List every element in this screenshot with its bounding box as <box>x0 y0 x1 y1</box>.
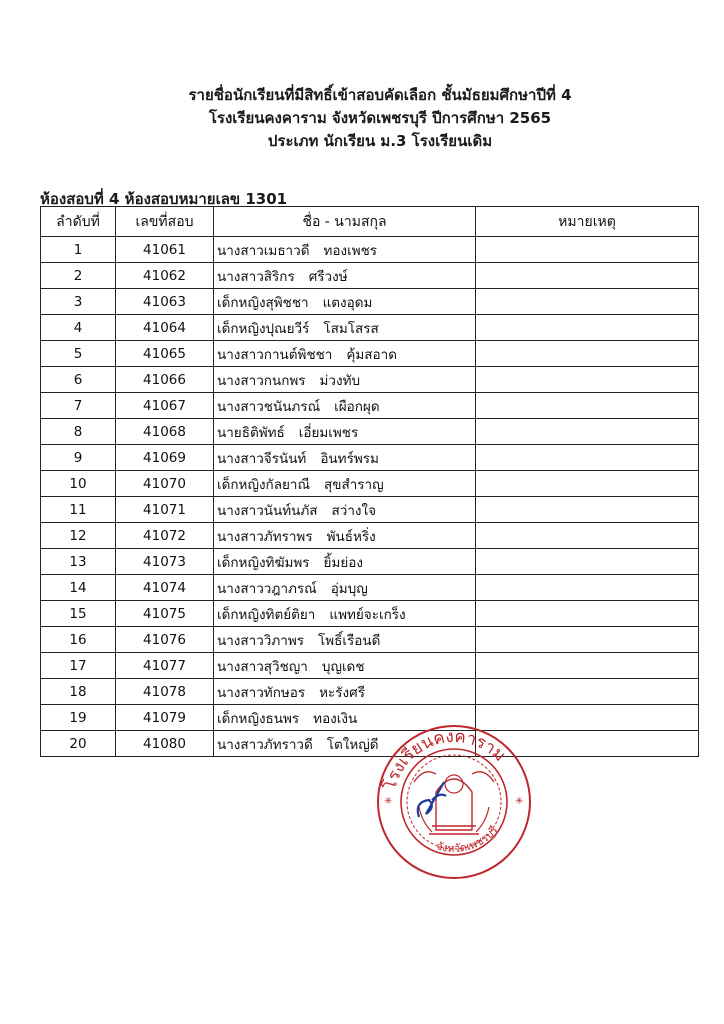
row-no: 3 <box>41 289 116 315</box>
row-no: 5 <box>41 341 116 367</box>
last-name: แตงอุดม <box>322 294 373 311</box>
school-seal-stamp <box>374 722 534 882</box>
row-note <box>476 653 699 679</box>
last-name: บุญเดช <box>321 658 365 675</box>
last-name: อุ่มบุญ <box>330 580 368 597</box>
table-row <box>41 341 699 367</box>
last-name: โสมโสรส <box>323 320 379 337</box>
table-row <box>41 471 699 497</box>
table-row <box>41 263 699 289</box>
first-name: นางสาวนันท์นภัส <box>217 502 318 519</box>
row-exam-id: 41077 <box>116 653 214 679</box>
row-note <box>476 367 699 393</box>
row-no: 17 <box>41 653 116 679</box>
table-row <box>41 419 699 445</box>
row-no: 4 <box>41 315 116 341</box>
stamp-top-text: โรงเรียนคงคาราม <box>380 726 510 793</box>
row-name <box>214 601 476 627</box>
table-row <box>41 523 699 549</box>
table-row <box>41 237 699 263</box>
row-no: 15 <box>41 601 116 627</box>
table-row <box>41 653 699 679</box>
exam-room-title: ห้องสอบที่ 4 ห้องสอบหมายเลข 1301 <box>40 190 288 208</box>
row-name <box>214 497 476 523</box>
last-name: แพทย์จะเกร็ง <box>329 606 406 623</box>
last-name: สว่างใจ <box>331 502 377 519</box>
table-row <box>41 601 699 627</box>
row-note <box>476 523 699 549</box>
row-name <box>214 263 476 289</box>
first-name: นางสาวชนันภรณ์ <box>217 398 321 415</box>
row-exam-id: 41070 <box>116 471 214 497</box>
row-note <box>476 575 699 601</box>
row-exam-id: 41078 <box>116 679 214 705</box>
last-name: โตใหญ่ดี <box>326 736 379 753</box>
row-note <box>476 237 699 263</box>
last-name: พันธ์หริ่ง <box>326 528 376 545</box>
column-header-no: ลำดับที่ <box>41 207 116 237</box>
row-no: 13 <box>41 549 116 575</box>
column-header-exam-id: เลขที่สอบ <box>116 207 214 237</box>
last-name: ทองเพชร <box>323 242 378 259</box>
row-no: 16 <box>41 627 116 653</box>
row-note <box>476 601 699 627</box>
row-note <box>476 315 699 341</box>
row-name <box>214 653 476 679</box>
row-exam-id: 41076 <box>116 627 214 653</box>
row-no: 12 <box>41 523 116 549</box>
first-name: นางสาววิภาพร <box>217 632 305 649</box>
first-name: เด็กหญิงทิตย์ติยา <box>217 606 316 623</box>
first-name: เด็กหญิงปุณยวีร์ <box>217 320 310 337</box>
table-row <box>41 575 699 601</box>
first-name: นางสาววฎาภรณ์ <box>217 580 317 597</box>
table-row <box>41 731 699 757</box>
row-exam-id: 41065 <box>116 341 214 367</box>
first-name: นางสาวเมธาวดี <box>217 242 310 259</box>
last-name: ทองเงิน <box>313 710 358 727</box>
row-name <box>214 289 476 315</box>
row-no: 14 <box>41 575 116 601</box>
row-no: 19 <box>41 705 116 731</box>
row-name <box>214 341 476 367</box>
last-name: สุขสำราญ <box>324 476 384 493</box>
row-no: 20 <box>41 731 116 757</box>
column-header-name: ชื่อ - นามสกุล <box>214 207 476 237</box>
table-row <box>41 549 699 575</box>
last-name: หะรังศรี <box>319 684 365 701</box>
row-note <box>476 549 699 575</box>
row-no: 18 <box>41 679 116 705</box>
row-exam-id: 41079 <box>116 705 214 731</box>
table-row <box>41 679 699 705</box>
row-name <box>214 471 476 497</box>
row-exam-id: 41064 <box>116 315 214 341</box>
first-name: นางสาวกนกพร <box>217 372 306 389</box>
table-row <box>41 627 699 653</box>
row-no: 7 <box>41 393 116 419</box>
last-name: ม่วงทับ <box>319 372 361 389</box>
last-name: เอี่ยมเพชร <box>298 424 359 441</box>
row-exam-id: 41074 <box>116 575 214 601</box>
column-header-note: หมายเหตุ <box>476 207 699 237</box>
row-name <box>214 575 476 601</box>
table-row <box>41 705 699 731</box>
first-name: เด็กหญิงธนพร <box>217 710 300 727</box>
first-name: นางสาวภัทราพร <box>217 528 313 545</box>
header-line-2: โรงเรียนคงคาราม จังหวัดเพชรบุรี ปีการศึกษา 2565 <box>208 109 552 127</box>
row-exam-id: 41063 <box>116 289 214 315</box>
last-name: อินทร์พรม <box>320 450 379 467</box>
first-name: นางสาวกานต์พิชชา <box>217 346 333 363</box>
row-exam-id: 41080 <box>116 731 214 757</box>
first-name: นางสาวทักษอร <box>217 684 306 701</box>
first-name: นางสาวสิริกร <box>217 268 295 285</box>
svg-text:✳: ✳ <box>384 796 393 807</box>
last-name: เผือกผุด <box>334 398 380 415</box>
row-note <box>476 263 699 289</box>
student-list-table <box>40 206 699 757</box>
row-name <box>214 445 476 471</box>
first-name: นางสาวสุวิชญา <box>217 658 308 675</box>
stamp-bottom-text: จังหวัดเพชรบุรี <box>434 823 501 856</box>
row-no: 6 <box>41 367 116 393</box>
row-note <box>476 445 699 471</box>
first-name: เด็กหญิงกัลยาณี <box>217 476 311 493</box>
first-name: นายธิติพัทธ์ <box>217 424 285 441</box>
row-exam-id: 41072 <box>116 523 214 549</box>
row-name <box>214 237 476 263</box>
row-name <box>214 679 476 705</box>
row-exam-id: 41068 <box>116 419 214 445</box>
table-row <box>41 393 699 419</box>
row-exam-id: 41066 <box>116 367 214 393</box>
row-note <box>476 419 699 445</box>
first-name: เด็กหญิงทิฆัมพร <box>217 554 310 571</box>
last-name: ยิ้มย่อง <box>323 554 363 571</box>
first-name: นางสาวจีรนันท์ <box>217 450 307 467</box>
last-name: ศรีวงษ์ <box>308 268 348 285</box>
row-exam-id: 41071 <box>116 497 214 523</box>
table-header-row <box>41 207 699 237</box>
row-name <box>214 393 476 419</box>
row-no: 8 <box>41 419 116 445</box>
row-note <box>476 497 699 523</box>
last-name: โพธิ์เรือนดี <box>318 632 381 649</box>
row-exam-id: 41062 <box>116 263 214 289</box>
first-name: นางสาวภัทราวดี <box>217 736 313 753</box>
row-exam-id: 41061 <box>116 237 214 263</box>
table-row <box>41 497 699 523</box>
row-exam-id: 41069 <box>116 445 214 471</box>
row-no: 10 <box>41 471 116 497</box>
table-row <box>41 315 699 341</box>
last-name: คุ้มสอาด <box>346 346 397 363</box>
row-note <box>476 627 699 653</box>
table-row <box>41 289 699 315</box>
row-no: 11 <box>41 497 116 523</box>
document-header <box>0 84 724 153</box>
table-row <box>41 367 699 393</box>
row-no: 1 <box>41 237 116 263</box>
row-note <box>476 679 699 705</box>
svg-text:✳: ✳ <box>515 796 524 807</box>
row-exam-id: 41073 <box>116 549 214 575</box>
row-name <box>214 367 476 393</box>
first-name: เด็กหญิงสุพิชชา <box>217 294 309 311</box>
row-name <box>214 315 476 341</box>
row-name <box>214 419 476 445</box>
row-note <box>476 341 699 367</box>
row-name <box>214 627 476 653</box>
header-line-3: ประเภท นักเรียน ม.3 โรงเรียนเดิม <box>267 132 493 150</box>
row-name <box>214 523 476 549</box>
row-exam-id: 41075 <box>116 601 214 627</box>
row-note <box>476 393 699 419</box>
row-note <box>476 289 699 315</box>
signature-mark <box>418 782 446 817</box>
row-note <box>476 471 699 497</box>
row-exam-id: 41067 <box>116 393 214 419</box>
row-name <box>214 549 476 575</box>
header-line-1: รายชื่อนักเรียนที่มีสิทธิ์เข้าสอบคัดเลือก ชั้นมัธยมศึกษาปีที่ 4 <box>188 86 572 104</box>
row-no: 9 <box>41 445 116 471</box>
row-no: 2 <box>41 263 116 289</box>
table-row <box>41 445 699 471</box>
